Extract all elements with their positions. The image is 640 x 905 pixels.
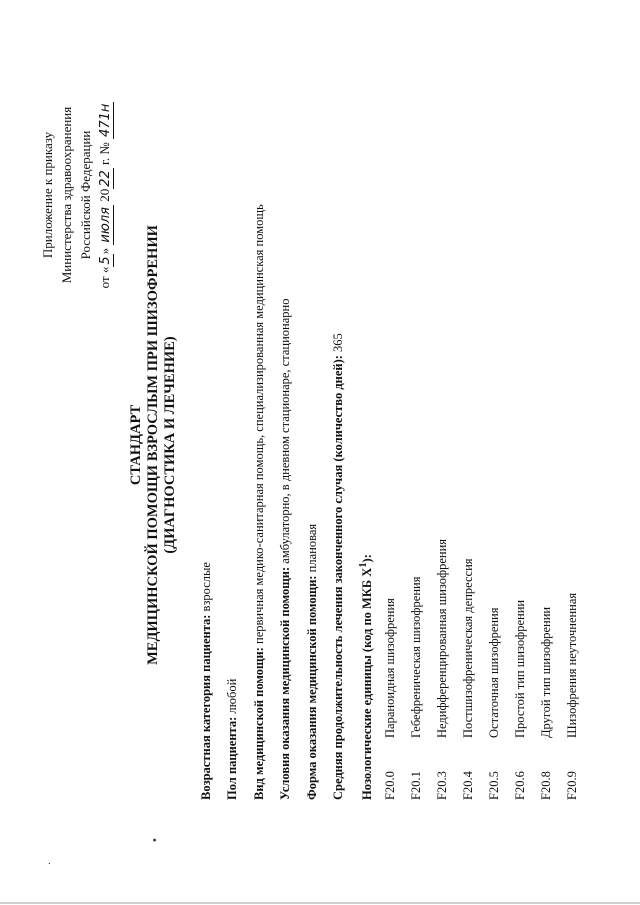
icd-code: F20.0 (383, 771, 397, 800)
title-line-2: МЕДИЦИНСКОЙ ПОМОЩИ ВЗРОСЛЫМ ПРИ ШИЗОФРЕНИИ (145, 225, 161, 665)
field-duration: Средняя продолжительность лечения законченного случая (количество дней): 365 (331, 333, 345, 800)
title-line-3: (ДИАГНОСТИКА И ЛЕЧЕНИЕ) (162, 336, 178, 554)
icd-code: F20.3 (435, 771, 449, 800)
icd-code: F20.5 (487, 771, 501, 800)
field-care-type: Вид медицинской помощи: первичная медико-санитарная помощь, специализированная медицинская помощь (252, 204, 266, 800)
date-day: 5 (98, 256, 113, 265)
diagnosis-name: Шизофрения неуточненная (565, 592, 579, 738)
order-number: 471н (98, 103, 113, 137)
date-year-prefix: 20 (97, 188, 112, 202)
field-care-form: Форма оказания медицинской помощи: плановая (305, 523, 319, 800)
date-month: июля (98, 207, 113, 243)
field-sex: Пол пациента: любой (225, 678, 239, 800)
diagnosis-name: Гебефреническая шизофрения (409, 576, 423, 738)
title-line-1: СТАНДАРТ (128, 404, 144, 486)
diagnosis-name: Простой тип шизофрении (513, 599, 527, 738)
date-number-label: г. № (97, 142, 112, 165)
diagnosis-name: Параноидная шизофрения (383, 598, 397, 738)
standard-title (128, 165, 179, 725)
diagnosis-name: Другой тип шизофрении (539, 606, 553, 738)
diagnosis-name: Остаточная шизофрения (487, 607, 501, 738)
icd-code: F20.9 (565, 771, 579, 800)
date-prefix: от « (97, 266, 112, 289)
icd-code: F20.6 (513, 771, 527, 800)
icd-code: F20.1 (409, 771, 423, 800)
appendix-line-1: Приложение к приказу (40, 131, 55, 259)
appendix-line-2: Министерства здравоохранения (59, 106, 74, 284)
icd-code: F20.8 (539, 771, 553, 800)
field-care-conditions: Условия оказания медицинской помощи: амбулаторно, в дневном стационаре, стационарно (278, 298, 292, 800)
icd-code: F20.4 (461, 771, 475, 800)
nosology-header: Нозологические единицы (код по МКБ $X^1$): (358, 554, 375, 800)
appendix-date-line (95, 30, 115, 360)
field-age-category: Возрастная категория пациента: взрослые (199, 562, 213, 800)
diagnosis-name: Постшизофреническая депрессия (461, 558, 475, 738)
appendix-block (38, 30, 115, 360)
scan-mark: • (150, 837, 161, 843)
diagnosis-name: Недифференцированная шизофрения (435, 538, 449, 738)
date-year: 22 (98, 170, 113, 187)
date-sep: » (97, 247, 112, 255)
appendix-line-3: Российской Федерации (78, 130, 93, 260)
scan-mark: · (45, 861, 56, 865)
